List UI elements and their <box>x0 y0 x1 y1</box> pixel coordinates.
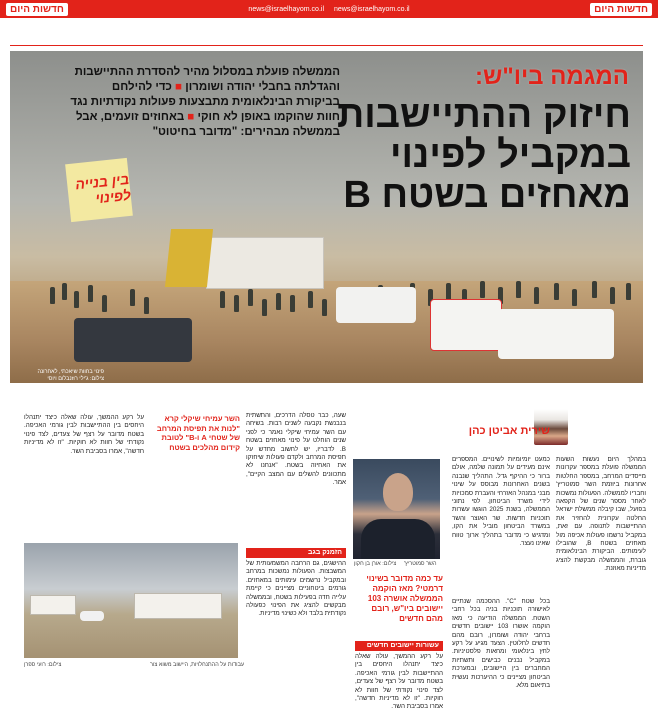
pull-quote-2: עד כמה מדובר בשינוי דרמטי? מאז הוקמה הממשלה אושרה 103 יישובים ביו"ש, רובם מהם חדשים <box>366 574 443 623</box>
email-left[interactable]: news@israelhayom.co.il <box>248 5 324 13</box>
column-mid-2b: על רקע ההמשך, עולה שאלה כיצד יתנהלו היחסים בין ההתיישבות לבין גורמי האכיפה. בשטח מדובר על רצף של צעדים, לצד פינוי נקודתי של חוות לא חוקיות. "זו לא מדיניות חדשה", אמרו בסביבת השר. <box>355 653 443 711</box>
minister-caption: השר סמוטריץ' <box>404 561 437 567</box>
header-strip <box>0 0 658 18</box>
outpost-house-2 <box>30 595 76 615</box>
outpost-house-1 <box>134 593 222 619</box>
email-right[interactable]: news@israelhayom.co.il <box>334 5 410 13</box>
stamp-label: בין בנייה לפינוי <box>65 158 133 222</box>
brand-left: חדשות היום <box>6 3 68 16</box>
photo-outpost <box>24 543 238 658</box>
article-headline: חיזוק ההתיישבות במקביל לפינוי מאחזים בשטח B <box>336 94 631 216</box>
article-kicker: המגמה ביו"ש: <box>475 63 629 90</box>
hero-ambulance <box>430 299 502 351</box>
hero-caption: פינוי בחוות שיאכתי, לאחרונה צילום: ג'ילי רוזנבלום ויוסי <box>37 369 104 382</box>
hero-van-dark <box>74 318 192 362</box>
pull-quote-1: השר עמיחי שיקלי קרא "לנות את תפיסת המרחב של שטחי A ו-B" לטובת קידום מהלכים בשטח <box>156 414 240 452</box>
column-left-1: שעה, כבר טסלה הדרכים, והתשתית בנבנשת נקבעה לשנים רבות. בשיחה עם השר עמיחי שיקלי נאמר כי לפני שנים הוחלט על פינוי מאחזים בשטח B. לדבריו, יש לחשוב מחדש על תפיסת המרחב ולקדם פעולות שיחזקו את האחיזה בשטח. "אנחנו לא מתכוונים להשלים עם המצב הקיים", אמר. <box>246 412 346 487</box>
hero-truck-white <box>336 287 416 323</box>
subhead-part-2: כדי להילחם בביקורת הבינלאומית מתבצעות פעולות נקודתיות נגד חוות שהוקמו באופן לא חוקי <box>70 81 340 123</box>
minister-credit: צילום: אורן בן חקון <box>354 561 397 567</box>
column-far-left: על רקע ההמשך, עולה שאלה כיצד יתנהלו היחסים בין ההתיישבות לבין גורמי האכיפה. בשטח מדובר על רצף של צעדים, לצד פינוי נקודתי של חוות לא חוקיות. "זו לא מדיניות חדשה", אמרו בסביבת השר. <box>24 414 144 455</box>
column-mid-1: כמעט יומיומיות לשינויים. המספרים אינם מעידים על תמונה שלמה, אולם ברור כי ההיקף גדל. התהליך שנבנה בשנים האחרונות מבוסס על שינוי מבני במנהל האזרחי והעברת סמכויות לידי משרד הביטחון. לפי נתוני הממשלה, בשנת 2025 הוגשו עשרות תוכניות חדשות. שר האוצר והשר במשרד הביטחון מוביל את הקו, ומדגיש כי מדובר בתהליך ארוך טווח שאינו נעצר. <box>452 456 550 548</box>
bullet-icon: ■ <box>171 81 183 93</box>
header-left <box>6 3 324 16</box>
column-right: במהלך היום נעשות השעות הממשלה פועלת במספר עקרונות מייסדים המרחב, במספר החלטות אחרונות ביוזמת השר סמוטריץ' וחבריו לממשלה. הפעולות נמשכות לאחר מספר שנים של הקפאה בפועל, שבו קיבלה ממשלת ישראל החלטה עקרונית להחזיר את ההתיישבות לתנופה. עם זאת, במקביל נרשמו פעולות אכיפה מול מאחזים בשטח B, שהובילו לעימותים. הביקורת הבינלאומית גוברת, והממשלה מבקשת להציג מדיניות מאוזנת. <box>556 456 646 573</box>
outpost-credit: צילום: רועי ספרן <box>24 662 62 668</box>
section-header-1: הזמנק בגב <box>246 548 346 558</box>
section-header-2: עשורות יישובים חדשים <box>355 641 443 651</box>
subhead-part-1: הממשלה פועלת במסלול מהיר להסדרת ההתיישבות והגדלתה בחבלי יהודה ושומרון <box>74 66 340 93</box>
divider-line <box>10 45 643 46</box>
column-left-2: ההישגים, גם הרחבה המשמעותית של המשבצות. הפעולות נמשכות במרחב ובמקביל נרשמים עימותים במאחזים. גורמים ביטחוניים מציינים כי קיימת עלייה חדה בפעילות בשטח, ובממשלה מבקשים להציג את הפינוי כפעולה נקודתית בלבד ולא כשינוי מדיניות. <box>246 560 346 618</box>
outpost-caption: עבודות על ההתנחלויות, היישוב משוא צור <box>150 662 245 668</box>
brand-right: חדשות היום <box>590 3 652 16</box>
hero-photo <box>10 51 643 383</box>
photo-minister <box>353 459 440 559</box>
bullet-icon: ■ <box>184 111 195 123</box>
subhead-part-3: באחוזים זועמים, אבל בממשלה מבהירים: "מדובר בחיטוט" <box>75 111 340 138</box>
minister-suit <box>361 519 435 559</box>
author-byline: שירית אביטן כהן <box>468 425 550 437</box>
outpost-car <box>80 611 104 621</box>
hero-van-white <box>498 309 614 359</box>
article-subhead <box>70 65 340 140</box>
minister-face <box>383 473 413 511</box>
column-mid-2: בכל שטח "C". ההסכמה שנתיים לאישורה תוכניות בניה בכל רחבי השטח. הממשלה הודיעה כי מאז הוקמה אושרו 103 יישובים חדשים ברחבי יהודה ושומרון, רובם מהם חדשים לחלוטין. הצעד מגיע על רקע לחץ בינלאומי ומחאות פלסטיניות. במקביל נבנים כבישים ותשתיות המחברים בין היישובים, ובמערכת הביטחון מציינים כי ההיערכות נעשית בתיאום מלא. <box>452 598 551 690</box>
header-right <box>334 3 652 16</box>
